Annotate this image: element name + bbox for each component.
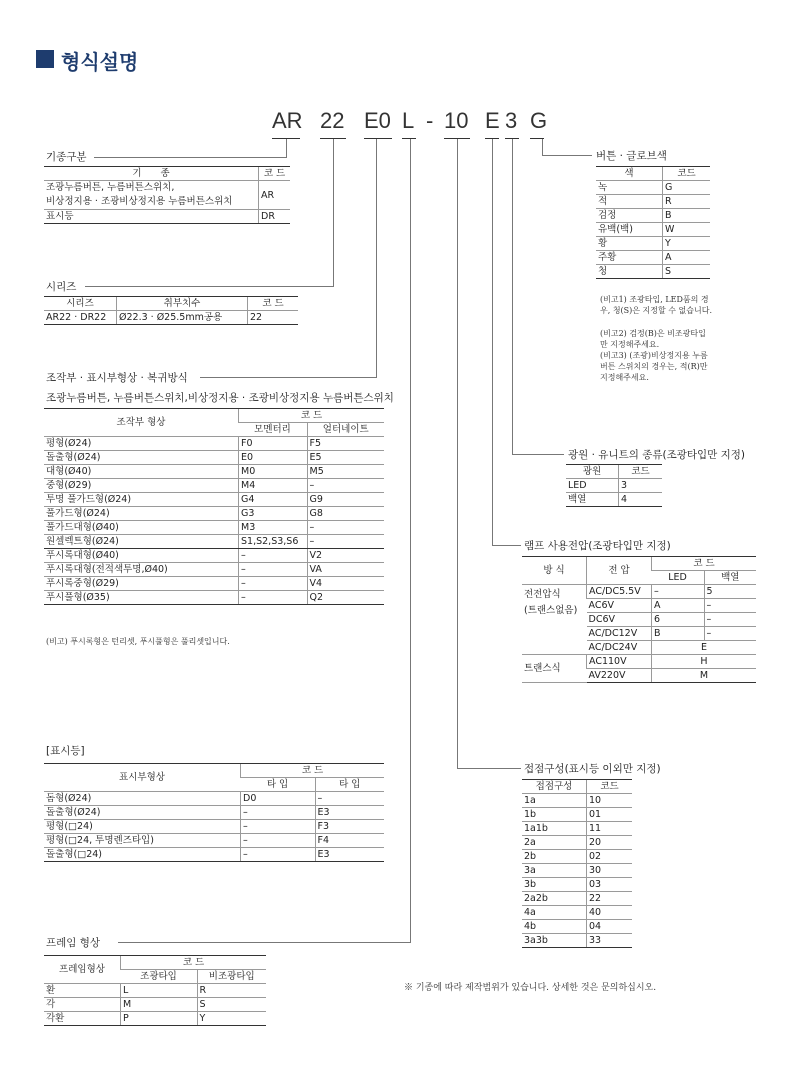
cell: 유백(백): [596, 223, 663, 237]
cell: F0: [239, 437, 308, 451]
cell: 평형(□24): [44, 820, 241, 834]
th: LED: [652, 571, 705, 585]
contact-label: 접점구성(표시등 이외만 지정): [524, 763, 661, 775]
cell: S1,S2,S3,S6: [239, 535, 308, 549]
connector: [410, 139, 411, 942]
cell: –: [307, 521, 384, 535]
cell: 돌출형(□24): [44, 848, 241, 862]
cell: 푸시록대형(Ø40): [44, 549, 239, 563]
th: 표시부형상: [44, 764, 241, 792]
cell: 2a2b: [522, 892, 587, 906]
code-contact: 10: [444, 108, 469, 133]
cell: 10: [587, 794, 633, 808]
cell: M: [121, 998, 198, 1012]
code-dash: -: [426, 108, 434, 133]
cell: AR: [259, 181, 291, 210]
th: 백열: [704, 571, 756, 585]
indicator-label: [표시등]: [46, 745, 85, 757]
cell: –: [704, 627, 756, 641]
cell: 돔형(Ø24): [44, 792, 241, 806]
cell: –: [239, 577, 308, 591]
indicator-table: [44, 763, 384, 862]
footer-note: ※ 기종에 따라 제작범위가 있습니다. 상세한 것은 문의하십시오.: [404, 983, 657, 993]
cell: 푸시록중형(Ø29): [44, 577, 239, 591]
th: 광원: [566, 465, 619, 479]
cell: 4a: [522, 906, 587, 920]
code-operator: E0: [364, 108, 391, 133]
page-title: 형식설명: [61, 50, 139, 74]
th: 코 드: [239, 409, 385, 423]
cell: Y: [197, 1012, 266, 1026]
cell: 트랜스식: [522, 655, 587, 683]
cell: –: [307, 535, 384, 549]
th: 코드: [619, 465, 663, 479]
cell: 3a: [522, 864, 587, 878]
cell: S: [663, 265, 711, 279]
cell: G4: [239, 493, 308, 507]
cell: 3: [619, 479, 663, 493]
cell: 3b: [522, 878, 587, 892]
cell: A: [663, 251, 711, 265]
cell: 1a1b: [522, 822, 587, 836]
cell: 22: [248, 311, 299, 325]
cell: 22: [587, 892, 633, 906]
cell: 30: [587, 864, 633, 878]
cell: 2a: [522, 836, 587, 850]
cell: 각: [44, 998, 121, 1012]
connector: [85, 286, 334, 287]
cell: AV220V: [587, 669, 652, 683]
cell: AC/DC24V: [587, 641, 652, 655]
th: 타 입: [241, 778, 316, 792]
cell: 투명 풀가드형(Ø24): [44, 493, 239, 507]
cell: G: [663, 181, 711, 195]
cell: AC/DC12V: [587, 627, 652, 641]
cell: 1a: [522, 794, 587, 808]
th: 코 드: [652, 557, 757, 571]
color-note-1: (비고1) 조광타입, LED품의 경우, 청(S)은 지정할 수 없습니다.: [600, 295, 712, 315]
cell: –: [652, 585, 705, 599]
code-color: G: [530, 108, 548, 133]
cell: AR22 · DR22: [44, 311, 117, 325]
cell: –: [239, 549, 308, 563]
cell: –: [315, 792, 384, 806]
code-voltage: E: [485, 108, 500, 133]
cell: AC110V: [587, 655, 652, 669]
voltage-label: 램프 사용전압(조광타입만 지정): [524, 540, 671, 552]
cell: 돌출형(Ø24): [44, 806, 241, 820]
cell: –: [241, 848, 316, 862]
cell: 백열: [566, 493, 619, 507]
cell: 원셀렉트형(Ø24): [44, 535, 239, 549]
cell: 황: [596, 237, 663, 251]
cell: M5: [307, 465, 384, 479]
th: 프레임형상: [44, 956, 121, 984]
cell: VA: [307, 563, 384, 577]
cell: 2b: [522, 850, 587, 864]
th: 기 종: [44, 167, 259, 181]
color-label: 버튼 · 글로브색: [596, 150, 667, 162]
cell: 녹: [596, 181, 663, 195]
title-square-icon: [36, 50, 54, 68]
cell: –: [239, 563, 308, 577]
connector: [512, 454, 564, 455]
ul: [402, 138, 416, 139]
cell: 푸시풀형(Ø35): [44, 591, 239, 605]
cell: –: [239, 591, 308, 605]
th: 접점구성: [522, 780, 587, 794]
cell: 평형(Ø24): [44, 437, 239, 451]
voltage-table: [522, 556, 756, 683]
th: 코드: [663, 167, 711, 181]
cell: 1b: [522, 808, 587, 822]
code-ar: AR: [272, 108, 303, 133]
th: 취부치수: [117, 297, 248, 311]
cell: AC/DC5.5V: [587, 585, 652, 599]
th: 비조광타입: [197, 970, 266, 984]
cell: 푸시록대형(전적색투명,Ø40): [44, 563, 239, 577]
th: 코 드: [259, 167, 291, 181]
cell: F4: [315, 834, 384, 848]
cell: 6: [652, 613, 705, 627]
connector: [376, 139, 377, 377]
cell: 01: [587, 808, 633, 822]
connector: [542, 139, 543, 155]
gijong-label: 기종구분: [46, 151, 87, 163]
th: 코 드: [121, 956, 267, 970]
cell: –: [307, 479, 384, 493]
cell: B: [652, 627, 705, 641]
cell: G3: [239, 507, 308, 521]
series-label: 시리즈: [46, 281, 77, 293]
cell: E0: [239, 451, 308, 465]
cell: V4: [307, 577, 384, 591]
connector: [457, 139, 458, 768]
cell: B: [663, 209, 711, 223]
cell: 20: [587, 836, 633, 850]
cell: –: [241, 820, 316, 834]
cell: D0: [241, 792, 316, 806]
cell: 풀가드형(Ø24): [44, 507, 239, 521]
frame-table: [44, 955, 266, 1026]
operator-note: (비고) 푸시록형은 턴리셋, 푸시풀형은 풀리셋입니다.: [46, 637, 230, 646]
cell: –: [704, 599, 756, 613]
code-series: 22: [320, 108, 345, 133]
cell: 03: [587, 878, 633, 892]
gijong-table: [44, 166, 290, 224]
cell: 5: [704, 585, 756, 599]
th: 타 입: [315, 778, 384, 792]
cell: 검정: [596, 209, 663, 223]
connector: [492, 139, 493, 545]
cell: 풀가드대형(Ø40): [44, 521, 239, 535]
cell: 돌출형(Ø24): [44, 451, 239, 465]
cell: M3: [239, 521, 308, 535]
cell: Q2: [307, 591, 384, 605]
color-note-3: (비고3) (조광)비상정지용 누름버튼 스위치의 경우는, 적(R)만 지정해주세요.: [600, 351, 708, 382]
cell: F5: [307, 437, 384, 451]
ul: [364, 138, 392, 139]
cell: 평형(□24, 투명렌즈타입): [44, 834, 241, 848]
cell: 적: [596, 195, 663, 209]
cell: AC6V: [587, 599, 652, 613]
connector: [333, 139, 334, 286]
cell: E3: [315, 848, 384, 862]
code-frame: L: [402, 108, 415, 133]
connector: [457, 768, 521, 769]
cell: E5: [307, 451, 384, 465]
frame-label: 프레임 형상: [46, 937, 101, 949]
th: 방 식: [522, 557, 587, 585]
operator-table: [44, 408, 384, 605]
color-note-2: (비고2) 검정(B)은 비조광타입만 지정해주세요.: [600, 329, 706, 349]
cell: –: [704, 613, 756, 627]
cell: 각환: [44, 1012, 121, 1026]
code-light: 3: [505, 108, 518, 133]
th: 시리즈: [44, 297, 117, 311]
cell: 청: [596, 265, 663, 279]
cell: G9: [307, 493, 384, 507]
cell: Ø22.3 · Ø25.5mm공용: [117, 311, 248, 325]
connector: [118, 942, 411, 943]
cell: L: [121, 984, 198, 998]
connector: [200, 377, 377, 378]
cell: 4b: [522, 920, 587, 934]
cell: –: [241, 834, 316, 848]
cell: Y: [663, 237, 711, 251]
connector: [94, 157, 287, 158]
cell: E: [652, 641, 757, 655]
cell: M0: [239, 465, 308, 479]
connector: [286, 139, 287, 157]
th: 색: [596, 167, 663, 181]
cell: LED: [566, 479, 619, 493]
cell: G8: [307, 507, 384, 521]
operator-subtitle: 조광누름버튼, 누름버튼스위치,비상정지용 · 조광비상정지용 누름버튼스위치: [46, 392, 394, 404]
cell: 표시등: [44, 210, 259, 224]
th: 전 압: [587, 557, 652, 585]
cell: H: [652, 655, 757, 669]
cell: DR: [259, 210, 291, 224]
light-label: 광원 · 유니트의 종류(조광타입만 지정): [568, 449, 746, 461]
cell: W: [663, 223, 711, 237]
cell: 대형(Ø40): [44, 465, 239, 479]
cell: R: [663, 195, 711, 209]
th: 얼터네이트: [307, 423, 384, 437]
cell: A: [652, 599, 705, 613]
cell: 02: [587, 850, 633, 864]
contact-table: [522, 779, 632, 948]
cell: R: [197, 984, 266, 998]
light-table: [566, 464, 662, 507]
cell: M4: [239, 479, 308, 493]
cell: –: [241, 806, 316, 820]
cell: 중형(Ø29): [44, 479, 239, 493]
cell: 환: [44, 984, 121, 998]
th: 모멘터리: [239, 423, 308, 437]
connector: [492, 545, 521, 546]
cell: F3: [315, 820, 384, 834]
connector: [512, 139, 513, 454]
cell: 3a3b: [522, 934, 587, 948]
cell: 11: [587, 822, 633, 836]
cell: P: [121, 1012, 198, 1026]
cell: S: [197, 998, 266, 1012]
cell: 주황: [596, 251, 663, 265]
color-table: [596, 166, 710, 279]
th: 조작부 형상: [44, 409, 239, 437]
th: 코 드: [241, 764, 385, 778]
cell: 40: [587, 906, 633, 920]
cell: DC6V: [587, 613, 652, 627]
cell: 4: [619, 493, 663, 507]
cell: 04: [587, 920, 633, 934]
cell: 33: [587, 934, 633, 948]
th: 코 드: [248, 297, 299, 311]
cell: 조광누름버튼, 누름버튼스위치, 비상정지용 · 조광비상정지용 누름버튼스위치: [44, 181, 259, 210]
cell: 전전압식 (트랜스없음): [522, 585, 587, 655]
connector: [542, 155, 592, 156]
series-table: [44, 296, 298, 325]
cell: M: [652, 669, 757, 683]
operator-label: 조작부 · 표시부형상 · 복귀방식: [46, 372, 188, 384]
cell: V2: [307, 549, 384, 563]
th: 코드: [587, 780, 633, 794]
th: 조광타입: [121, 970, 198, 984]
cell: E3: [315, 806, 384, 820]
